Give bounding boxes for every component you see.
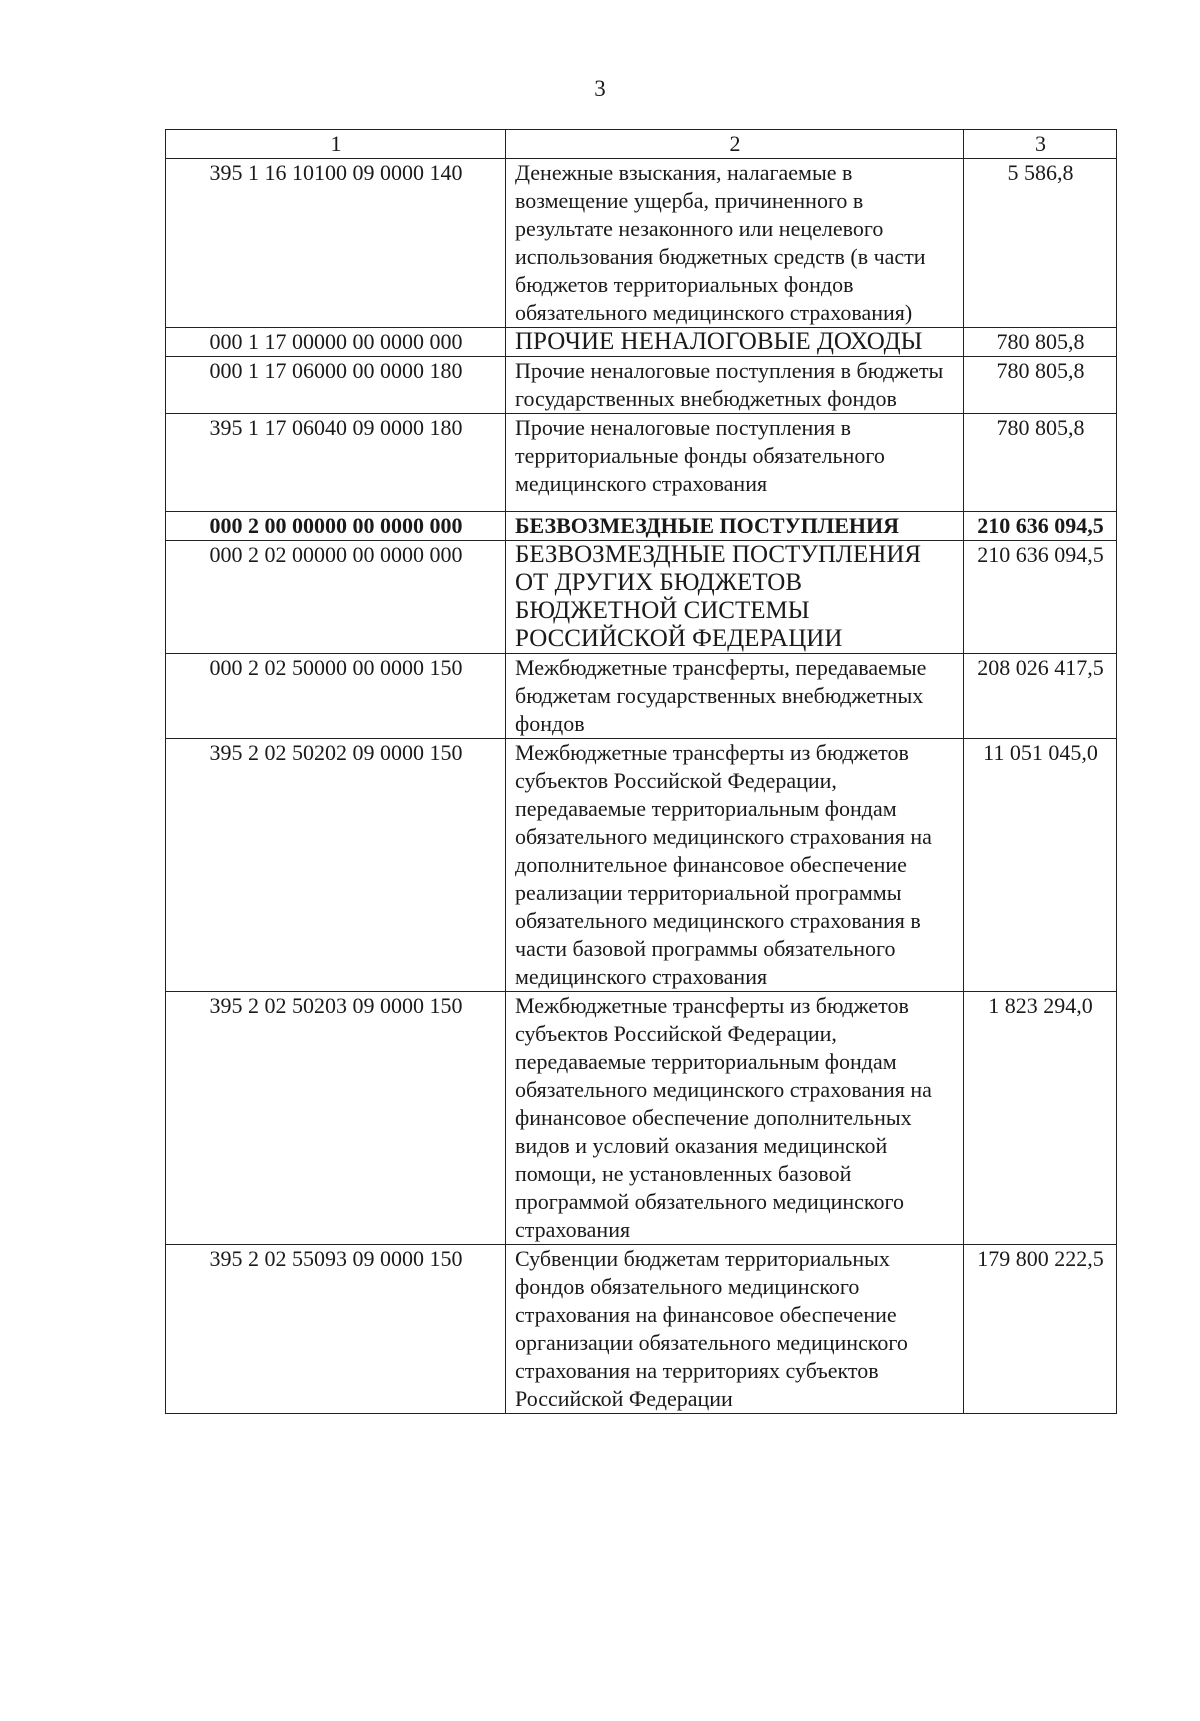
revenue-amount: 179 800 222,5 [964, 1245, 1117, 1414]
table-row [166, 541, 1117, 654]
revenue-name: БЕЗВОЗМЕЗДНЫЕ ПОСТУПЛЕНИЯ [506, 512, 964, 541]
table-row [166, 159, 1117, 328]
classification-code: 000 2 02 00000 00 0000 000 [166, 541, 506, 654]
revenue-amount: 1 823 294,0 [964, 992, 1117, 1245]
classification-code: 000 1 17 00000 00 0000 000 [166, 328, 506, 357]
revenue-name: Межбюджетные трансферты, передаваемые бюджетам государственных внебюджетных фондов [506, 654, 964, 739]
revenue-name: Межбюджетные трансферты из бюджетов субъектов Российской Федерации, передаваемые территориальным фондам обязательного медицинского страхования на дополнительное финансовое обеспечение реализации территориальной программы обязательного медицинского страхования в части базовой программы обязательного медицинского страхования [506, 739, 964, 992]
revenue-name: Прочие неналоговые поступления в территориальные фонды обязательного медицинского страхования [506, 414, 964, 512]
page-number: 3 [594, 76, 606, 101]
classification-code: 395 1 17 06040 09 0000 180 [166, 414, 506, 512]
classification-code: 395 2 02 50202 09 0000 150 [166, 739, 506, 992]
revenue-amount: 780 805,8 [964, 414, 1117, 512]
classification-code: 395 2 02 50203 09 0000 150 [166, 992, 506, 1245]
table-row [166, 739, 1117, 992]
revenue-name: ПРОЧИЕ НЕНАЛОГОВЫЕ ДОХОДЫ [506, 328, 964, 357]
revenue-amount: 5 586,8 [964, 159, 1117, 328]
table-row [166, 992, 1117, 1245]
classification-code: 000 1 17 06000 00 0000 180 [166, 357, 506, 414]
table-row [166, 1245, 1117, 1414]
table-row [166, 357, 1117, 414]
revenue-name: Прочие неналоговые поступления в бюджеты государственных внебюджетных фондов [506, 357, 964, 414]
revenue-amount: 780 805,8 [964, 357, 1117, 414]
revenue-amount: 780 805,8 [964, 328, 1117, 357]
budget-revenue-table [165, 129, 1117, 1414]
revenue-name: Субвенции бюджетам территориальных фондов обязательного медицинского страхования на финансовое обеспечение организации обязательного медицинского страхования на территориях субъектов Российской Федерации [506, 1245, 964, 1414]
revenue-name: БЕЗВОЗМЕЗДНЫЕ ПОСТУПЛЕНИЯ ОТ ДРУГИХ БЮДЖЕТОВ БЮДЖЕТНОЙ СИСТЕМЫ РОССИЙСКОЙ ФЕДЕРАЦИИ [506, 541, 964, 654]
table-row [166, 654, 1117, 739]
revenue-amount: 208 026 417,5 [964, 654, 1117, 739]
revenue-amount: 11 051 045,0 [964, 739, 1117, 992]
table-row [166, 414, 1117, 512]
classification-code: 395 1 16 10100 09 0000 140 [166, 159, 506, 328]
classification-code: 395 2 02 55093 09 0000 150 [166, 1245, 506, 1414]
column-number-2: 2 [506, 130, 964, 159]
column-number-1: 1 [166, 130, 506, 159]
column-number-row [166, 130, 1117, 159]
revenue-name: Межбюджетные трансферты из бюджетов субъектов Российской Федерации, передаваемые территориальным фондам обязательного медицинского страхования на финансовое обеспечение дополнительных видов и условий оказания медицинской помощи, не установленных базовой программой обязательного медицинского страхования [506, 992, 964, 1245]
revenue-amount: 210 636 094,5 [964, 541, 1117, 654]
classification-code: 000 2 02 50000 00 0000 150 [166, 654, 506, 739]
column-number-3: 3 [964, 130, 1117, 159]
revenue-amount: 210 636 094,5 [964, 512, 1117, 541]
revenue-name: Денежные взыскания, налагаемые в возмещение ущерба, причиненного в результате незаконного или нецелевого использования бюджетных средств (в части бюджетов территориальных фондов обязательного медицинского страхования) [506, 159, 964, 328]
classification-code: 000 2 00 00000 00 0000 000 [166, 512, 506, 541]
table-row-total [166, 512, 1117, 541]
table-row [166, 328, 1117, 357]
